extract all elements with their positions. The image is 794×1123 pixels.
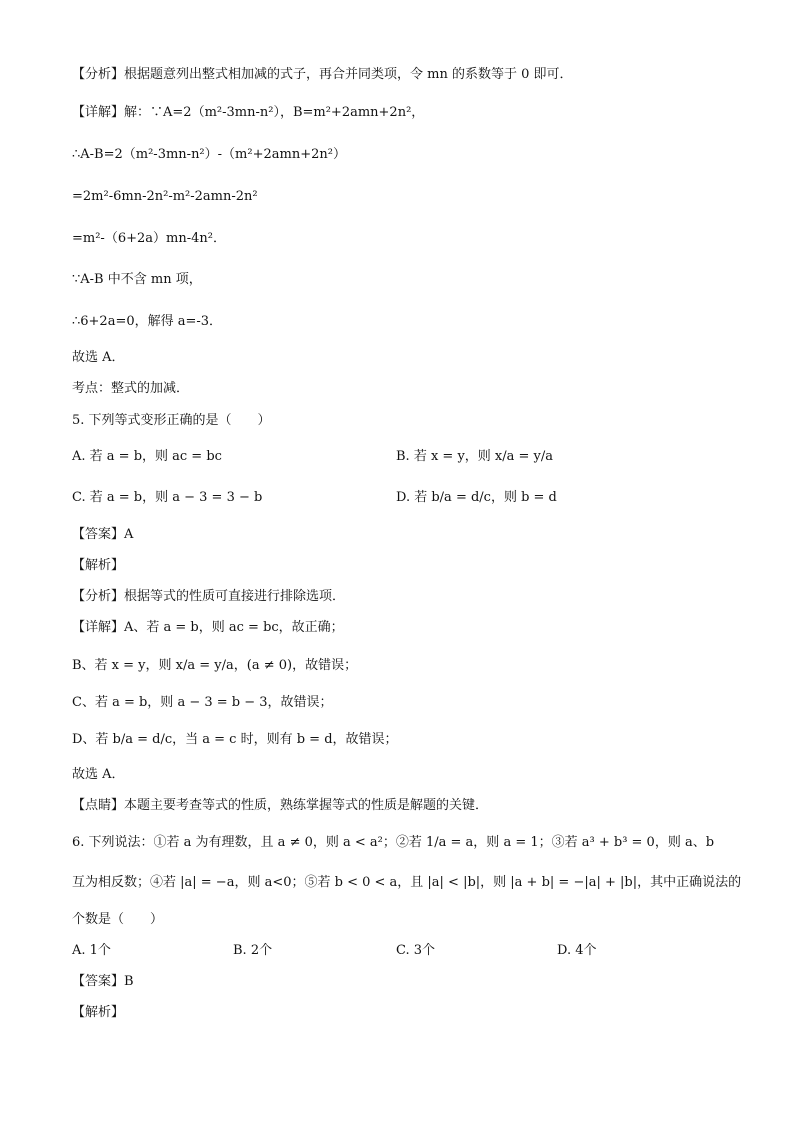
q5-detail-b: B、若 x = y，则 x/a = y/a，(a ≠ 0)，故错误； <box>72 658 358 673</box>
q6-option-d: D. 4个 <box>557 943 597 958</box>
q5-detail-d: D、若 b/a = d/c，当 a = c 时，则有 b = d，故错误； <box>72 732 398 747</box>
q6-jiexi-label: 【解析】 <box>72 1005 125 1020</box>
q6-stem-line-3: 个数是（ ） <box>72 912 164 927</box>
choose-answer-1: 故选 A． <box>72 350 125 365</box>
q5-option-b: B. 若 x = y，则 x/a = y/a <box>396 449 554 464</box>
q5-option-a: A. 若 a = b，则 ac = bc <box>72 449 222 464</box>
q5-option-c: C. 若 a = b，则 a − 3 = 3 − b <box>72 490 263 505</box>
q5-analysis: 【分析】根据等式的性质可直接进行排除选项． <box>72 589 346 604</box>
q5-choose: 故选 A． <box>72 767 125 782</box>
q5-answer: 【答案】A <box>72 527 134 542</box>
q5-detail-c: C、若 a = b，则 a − 3 = b − 3，故错误； <box>72 695 333 710</box>
detail-line-3: =2m²-6mn-2n²-m²-2amn-2n² <box>72 189 258 204</box>
analysis-paragraph <box>72 66 573 84</box>
q6-answer: 【答案】B <box>72 974 134 989</box>
detail-line-2: ∴A-B=2（m²-3mn-n²）-（m²+2amn+2n²） <box>72 147 346 162</box>
analysis-text: 根据题意列出整式相加减的式子，再合并同类项，令 mn 的系数等于 0 即可． <box>124 67 573 82</box>
detail-line-5: ∵A-B 中不含 mn 项， <box>72 272 202 287</box>
q6-option-a: A. 1个 <box>72 943 111 958</box>
detail-label: 【详解】 <box>72 105 125 120</box>
q5-dianjing: 【点睛】本题主要考查等式的性质，熟练掌握等式的性质是解题的关键． <box>72 798 489 813</box>
analysis-label: 【分析】 <box>72 67 125 82</box>
q6-stem-line-1: 6. 下列说法：①若 a 为有理数，且 a ≠ 0，则 a < a²；②若 1/a = a，则 a = 1；③若 a³ + b³ = 0，则 a、b <box>72 835 715 850</box>
q5-option-d: D. 若 b/a = d/c，则 b = d <box>396 490 557 505</box>
q6-stem-line-2: 互为相反数；④若 |a| = −a，则 a<0；⑤若 b < 0 < a，且 |a| < |b|，则 |a + b| = −|a| + |b|，其中正确说法的 <box>72 875 742 890</box>
kaodian: 考点：整式的加减． <box>72 381 190 396</box>
detail-line-1 <box>72 104 424 122</box>
q5-detail-a: 【详解】A、若 a = b，则 ac = bc，故正确； <box>72 620 344 635</box>
q6-option-c: C. 3个 <box>396 943 436 958</box>
detail-line-6: ∴6+2a=0，解得 a=-3． <box>72 314 223 329</box>
q6-option-b: B. 2个 <box>233 943 273 958</box>
detail-line-4: =m²-（6+2a）mn-4n²． <box>72 231 226 246</box>
detail-text-1: 解：∵A=2（m²-3mn-n²），B=m²+2amn+2n²， <box>124 105 425 120</box>
q5-jiexi-label: 【解析】 <box>72 558 125 573</box>
q5-stem: 5. 下列等式变形正确的是（ ） <box>72 413 271 428</box>
